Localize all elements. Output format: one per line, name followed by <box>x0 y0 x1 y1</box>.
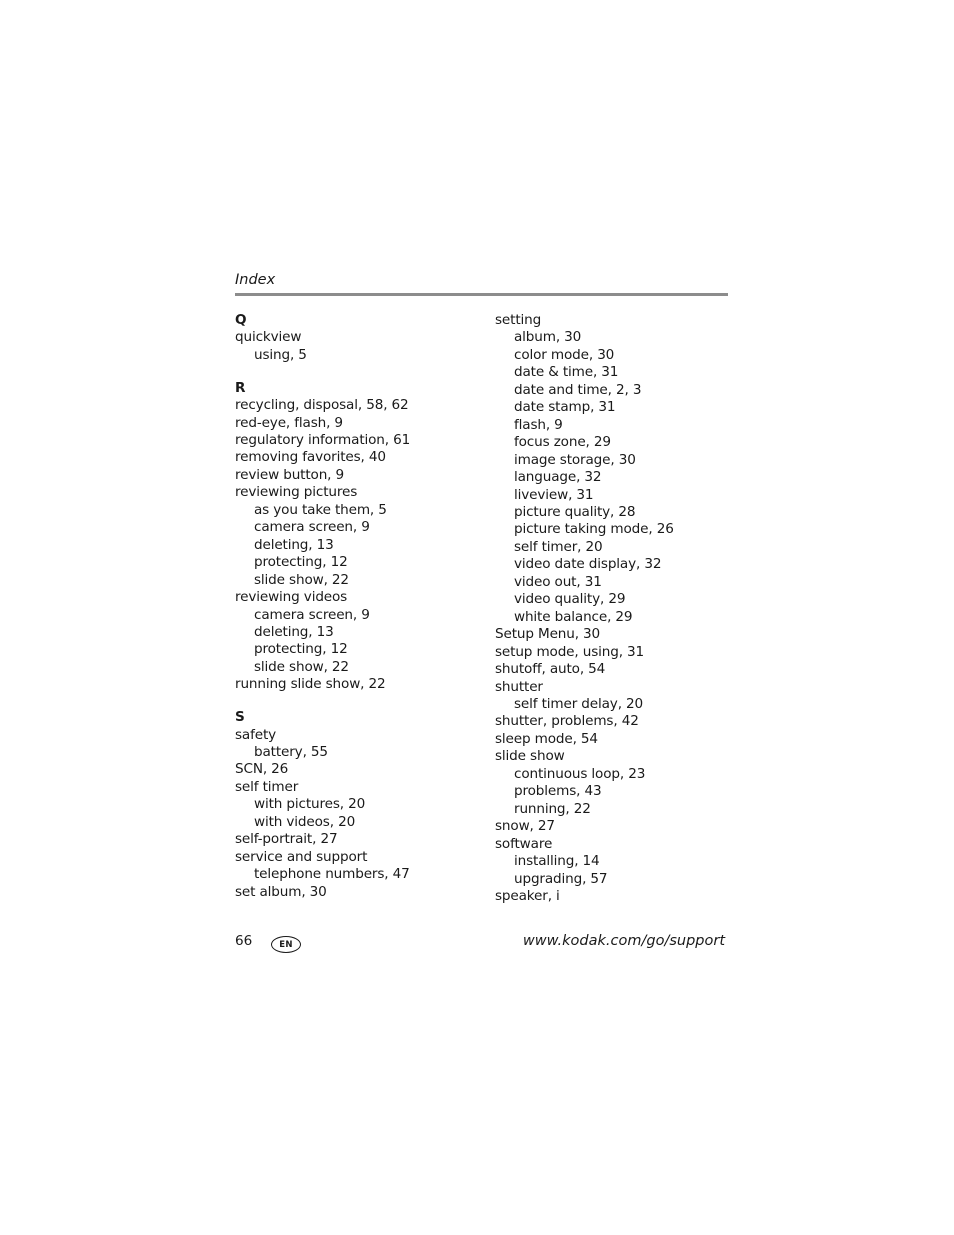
page-header-title: Index <box>235 272 276 288</box>
index-entry: slide show <box>495 748 565 765</box>
index-subentry: album, 30 <box>514 329 582 346</box>
header-rule <box>235 293 728 296</box>
index-entry: speaker, i <box>495 887 560 904</box>
index-subentry: video quality, 29 <box>514 591 626 608</box>
index-subentry: protecting, 12 <box>254 641 348 658</box>
index-entry: setup mode, using, 31 <box>495 643 645 660</box>
index-entry: running slide show, 22 <box>235 676 386 693</box>
index-subentry: video date display, 32 <box>514 556 662 573</box>
index-entry: software <box>495 835 553 852</box>
index-entry: removing favorites, 40 <box>235 449 386 466</box>
index-entry: reviewing pictures <box>235 484 358 501</box>
index-subentry: flash, 9 <box>514 416 563 433</box>
index-entry: setting <box>495 312 542 328</box>
index-entry: regulatory information, 61 <box>235 432 411 449</box>
index-entry: shutter, problems, 42 <box>495 713 639 730</box>
index-entry: review button, 9 <box>235 466 345 483</box>
index-subentry: liveview, 31 <box>514 486 594 503</box>
index-entry: red-eye, flash, 9 <box>235 414 343 431</box>
index-subentry: with pictures, 20 <box>254 796 366 813</box>
index-subentry: video out, 31 <box>514 573 602 590</box>
section-gap <box>235 694 485 709</box>
index-subentry: date and time, 2, 3 <box>514 381 642 398</box>
index-subentry: language, 32 <box>514 469 602 486</box>
index-subentry: telephone numbers, 47 <box>254 866 410 883</box>
index-entry: sleep mode, 54 <box>495 730 598 747</box>
index-entry: reviewing videos <box>235 589 348 606</box>
index-subentry: picture taking mode, 26 <box>514 521 674 538</box>
index-subentry: deleting, 13 <box>254 536 334 553</box>
index-subentry: self timer, 20 <box>514 538 603 555</box>
index-subentry: deleting, 13 <box>254 624 334 640</box>
index-subentry: using, 5 <box>254 346 307 363</box>
index-subentry: date & time, 31 <box>514 364 619 381</box>
index-subentry: slide show, 22 <box>254 571 349 588</box>
index-entry: shutter <box>495 678 543 695</box>
index-column-left <box>235 312 485 901</box>
index-entry: recycling, disposal, 58, 62 <box>235 397 409 414</box>
support-url: www.kodak.com/go/support <box>522 933 725 949</box>
index-subentry: picture quality, 28 <box>514 503 636 520</box>
index-entry: quickview <box>235 329 302 346</box>
index-entry: self timer <box>235 778 299 795</box>
language-badge: EN <box>271 936 301 953</box>
section-gap <box>235 364 485 379</box>
index-entry: self-portrait, 27 <box>235 831 338 848</box>
index-subentry: self timer delay, 20 <box>514 695 644 712</box>
index-entry: Setup Menu, 30 <box>495 626 601 643</box>
index-section-letter: S <box>235 709 245 726</box>
index-subentry: running, 22 <box>514 800 591 817</box>
index-subentry: slide show, 22 <box>254 658 349 675</box>
index-entry: set album, 30 <box>235 883 327 900</box>
index-subentry: with videos, 20 <box>254 813 356 830</box>
index-subentry: camera screen, 9 <box>254 519 370 536</box>
index-subentry: upgrading, 57 <box>514 870 608 887</box>
page-number: 66 <box>235 933 253 949</box>
index-subentry: as you take them, 5 <box>254 501 387 518</box>
index-subentry: focus zone, 29 <box>514 434 611 451</box>
index-subentry: battery, 55 <box>254 744 328 761</box>
index-subentry: white balance, 29 <box>514 608 633 625</box>
index-subentry: camera screen, 9 <box>254 606 370 623</box>
index-subentry: protecting, 12 <box>254 554 348 571</box>
index-entry: shutoff, auto, 54 <box>495 661 606 678</box>
index-subentry: date stamp, 31 <box>514 399 616 416</box>
index-column-right <box>495 312 735 905</box>
index-subentry: color mode, 30 <box>514 346 615 363</box>
index-entry: safety <box>235 726 277 743</box>
index-subentry: continuous loop, 23 <box>514 765 646 782</box>
index-section-letter: Q <box>235 312 247 328</box>
index-entry: SCN, 26 <box>235 761 289 778</box>
index-section-letter: R <box>235 379 246 396</box>
index-entry: snow, 27 <box>495 818 555 835</box>
index-subentry: image storage, 30 <box>514 451 636 468</box>
index-subentry: installing, 14 <box>514 853 600 870</box>
index-entry: service and support <box>235 848 368 865</box>
index-subentry: problems, 43 <box>514 783 602 800</box>
